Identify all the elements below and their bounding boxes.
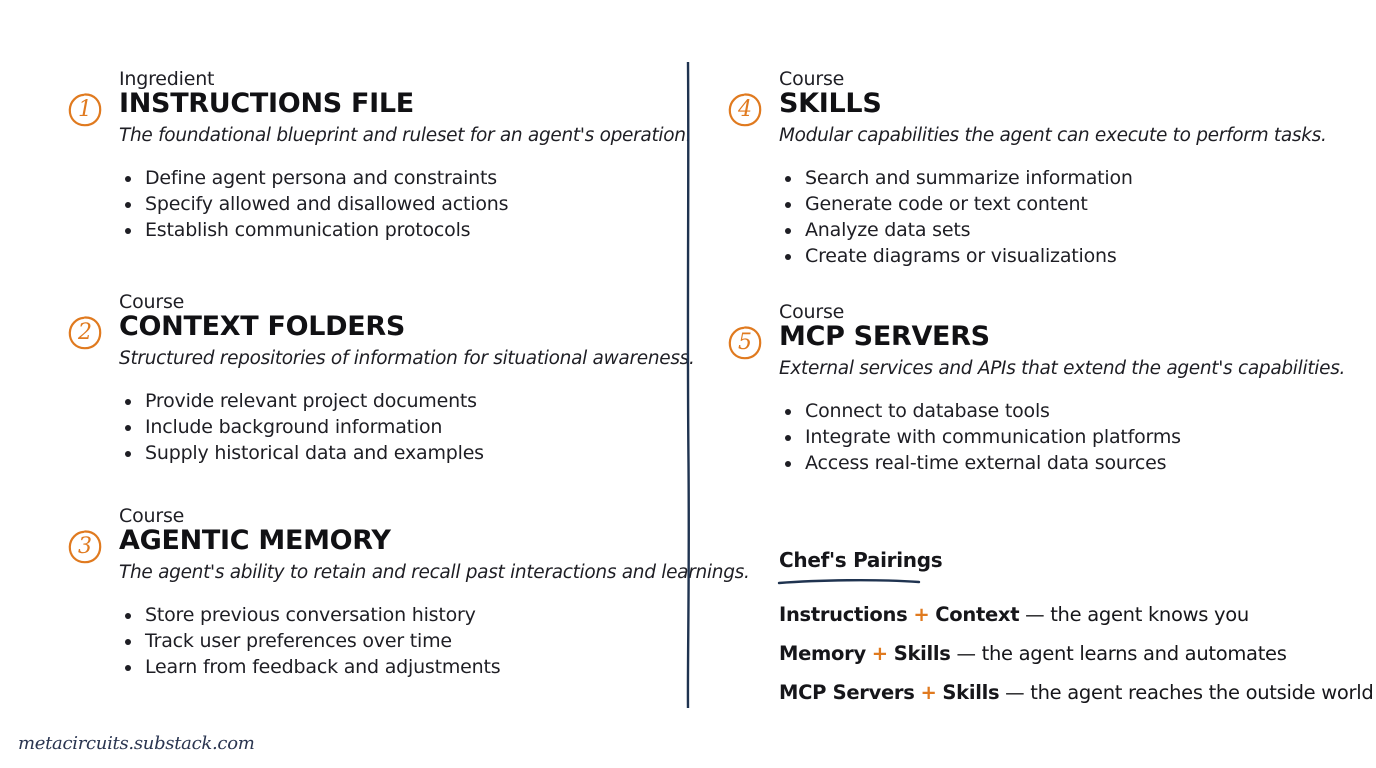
number-4-icon bbox=[727, 92, 763, 128]
pairing-rest: — the agent reaches the outside world bbox=[999, 681, 1374, 704]
pairing-a: MCP Servers bbox=[779, 681, 915, 704]
section-title: MCP SERVERS bbox=[779, 321, 990, 352]
section-kicker: Course bbox=[779, 68, 845, 90]
section-number: 5 bbox=[738, 330, 752, 355]
bullet-list bbox=[119, 388, 484, 466]
section-description: Modular capabilities the agent can execute to perform tasks. bbox=[779, 125, 1327, 146]
pairing-line bbox=[779, 681, 1373, 704]
section-title: SKILLS bbox=[779, 88, 882, 119]
list-item: Provide relevant project documents bbox=[119, 388, 484, 414]
pairings-title: Chef's Pairings bbox=[779, 548, 943, 572]
list-item: Track user preferences over time bbox=[119, 628, 500, 654]
section-description: External services and APIs that extend the agent's capabilities. bbox=[779, 358, 1346, 379]
list-item: Connect to database tools bbox=[779, 398, 1181, 424]
chefs-pairings bbox=[779, 548, 1374, 704]
list-item: Define agent persona and constraints bbox=[119, 165, 508, 191]
plus-icon: + bbox=[913, 603, 930, 626]
number-5-icon bbox=[727, 325, 763, 361]
pairing-line bbox=[779, 603, 1249, 626]
pairing-rest: — the agent learns and automates bbox=[950, 642, 1287, 665]
pairing-b: Skills bbox=[893, 642, 951, 665]
plus-icon: + bbox=[871, 642, 888, 665]
pairing-b: Context bbox=[935, 603, 1020, 626]
list-item: Search and summarize information bbox=[779, 165, 1133, 191]
pairing-a: Memory bbox=[779, 642, 866, 665]
pairing-b: Skills bbox=[942, 681, 1000, 704]
section-number: 4 bbox=[738, 97, 752, 122]
list-item: Learn from feedback and adjustments bbox=[119, 654, 500, 680]
section-number: 2 bbox=[78, 320, 92, 345]
list-item: Analyze data sets bbox=[779, 217, 1133, 243]
bullet-list bbox=[779, 165, 1133, 269]
number-2-icon bbox=[67, 315, 103, 351]
bullet-list bbox=[119, 602, 500, 680]
number-1-icon bbox=[67, 92, 103, 128]
list-item: Access real-time external data sources bbox=[779, 450, 1181, 476]
section-description: The foundational blueprint and ruleset for an agent's operation. bbox=[119, 125, 692, 146]
list-item: Integrate with communication platforms bbox=[779, 424, 1181, 450]
section-kicker: Course bbox=[119, 291, 185, 313]
number-3-icon bbox=[67, 529, 103, 565]
list-item: Include background information bbox=[119, 414, 484, 440]
section-title: INSTRUCTIONS FILE bbox=[119, 88, 414, 119]
pairing-line bbox=[779, 642, 1287, 665]
footer-url[interactable]: metacircuits.substack.com bbox=[18, 733, 255, 754]
bullet-list bbox=[779, 398, 1181, 476]
plus-icon: + bbox=[920, 681, 937, 704]
section-number: 3 bbox=[78, 534, 92, 559]
list-item: Specify allowed and disallowed actions bbox=[119, 191, 508, 217]
list-item: Supply historical data and examples bbox=[119, 440, 484, 466]
list-item: Generate code or text content bbox=[779, 191, 1133, 217]
pairing-rest: — the agent knows you bbox=[1019, 603, 1249, 626]
pairing-a: Instructions bbox=[779, 603, 908, 626]
section-title: AGENTIC MEMORY bbox=[119, 525, 391, 556]
section-number: 1 bbox=[78, 97, 92, 122]
list-item: Create diagrams or visualizations bbox=[779, 243, 1133, 269]
bullet-list bbox=[119, 165, 508, 243]
list-item: Establish communication protocols bbox=[119, 217, 508, 243]
section-description: Structured repositories of information for situational awareness. bbox=[119, 348, 695, 369]
title-underline bbox=[777, 575, 923, 587]
column-divider bbox=[685, 62, 691, 708]
list-item: Store previous conversation history bbox=[119, 602, 500, 628]
section-kicker: Ingredient bbox=[119, 68, 215, 90]
section-kicker: Course bbox=[119, 505, 185, 527]
section-title: CONTEXT FOLDERS bbox=[119, 311, 406, 342]
section-description: The agent's ability to retain and recall past interactions and learnings. bbox=[119, 562, 750, 583]
section-kicker: Course bbox=[779, 301, 845, 323]
